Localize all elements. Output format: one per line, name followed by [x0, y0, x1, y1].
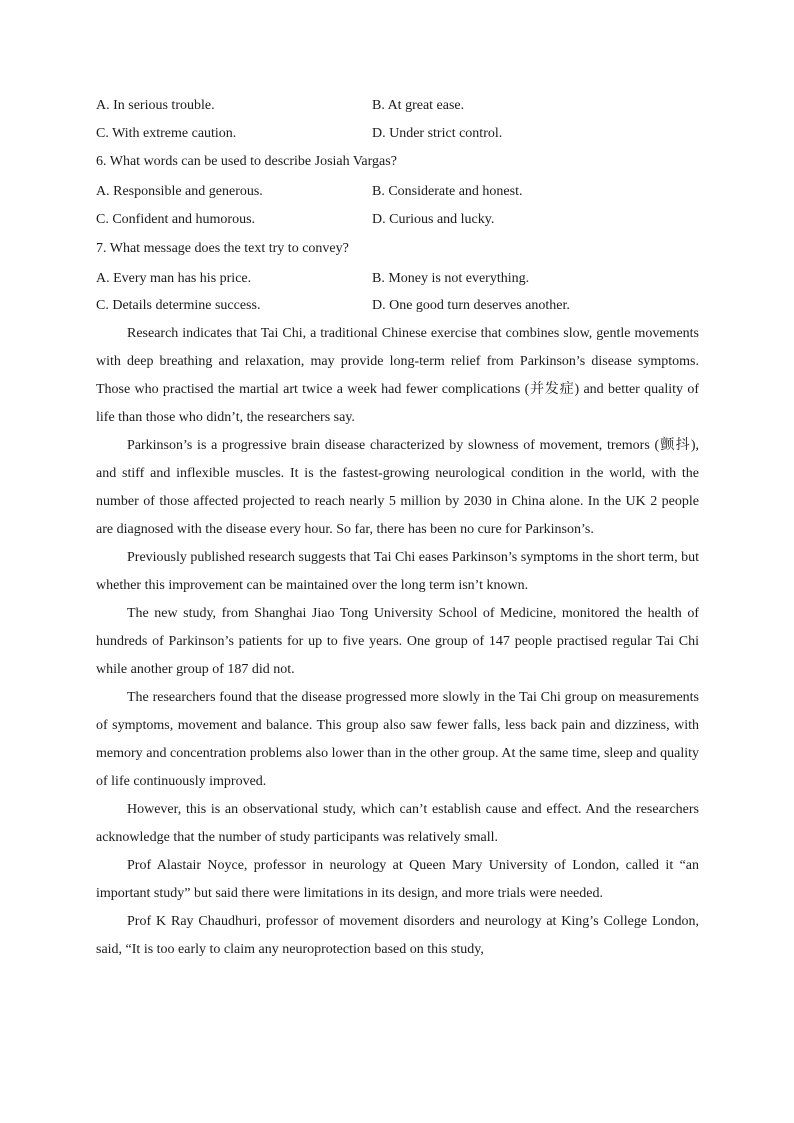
passage-paragraph: Prof Alastair Noyce, professor in neurology at Queen Mary University of London, called it “an important study” but said there were limitations in its design, and more trials were needed. — [96, 858, 699, 901]
q5-option-b[interactable]: B. At great ease. — [372, 98, 465, 113]
q6-option-d[interactable]: D. Curious and lucky. — [372, 212, 495, 227]
q7-options-row-1 — [96, 269, 700, 289]
q6-options-row-2 — [96, 210, 700, 230]
q7-option-b[interactable]: B. Money is not everything. — [372, 271, 530, 286]
q7-option-c[interactable]: C. Details determine success. — [96, 298, 261, 313]
q6-stem: 6. What words can be used to describe Josiah Vargas? — [96, 154, 397, 169]
q7-option-d[interactable]: D. One good turn deserves another. — [372, 298, 570, 313]
q6-option-c[interactable]: C. Confident and humorous. — [96, 212, 256, 227]
q7-stem: 7. What message does the text try to convey? — [96, 241, 349, 256]
passage-paragraph: The researchers found that the disease progressed more slowly in the Tai Chi group on measurements of symptoms, movement and balance. This group also saw fewer falls, less back pain and dizziness, with memory and concentration problems also lower than in the other group. At the same time, sleep and quality of life continuously improved. — [96, 690, 699, 789]
passage-paragraph: Research indicates that Tai Chi, a traditional Chinese exercise that combines slow, gentle movements with deep breathing and relaxation, may provide long-term relief from Parkinson’s disease symptoms. Those who practised the martial art twice a week had fewer complications (并发症) and better quality of life than those who didn’t, the researchers say. — [96, 326, 699, 425]
passage-paragraph: However, this is an observational study, which can’t establish cause and effect. And the researchers acknowledge that the number of study participants was relatively small. — [96, 802, 699, 845]
q5-option-d[interactable]: D. Under strict control. — [372, 126, 503, 141]
q6-options-row-1 — [96, 182, 700, 202]
reading-passage — [96, 320, 699, 964]
q5-options-row-1 — [96, 96, 700, 116]
q6-option-a[interactable]: A. Responsible and generous. — [96, 184, 263, 199]
q7-options-row-2 — [96, 296, 700, 316]
q5-option-c[interactable]: C. With extreme caution. — [96, 126, 237, 141]
passage-paragraph: Parkinson’s is a progressive brain disease characterized by slowness of movement, tremors (颤抖), and stiff and inflexible muscles. It is the fastest-growing neurological condition in the world, with the number of those affected projected to reach nearly 5 million by 2030 in China alone. In the UK 2 people are diagnosed with the disease every hour. So far, there has been no cure for Parkinson’s. — [96, 438, 699, 537]
q5-option-a[interactable]: A. In serious trouble. — [96, 98, 215, 113]
passage-paragraph: The new study, from Shanghai Jiao Tong University School of Medicine, monitored the health of hundreds of Parkinson’s patients for up to five years. One group of 147 people practised regular Tai Chi while another group of 187 did not. — [96, 606, 699, 677]
q5-options-row-2 — [96, 124, 700, 144]
q6-option-b[interactable]: B. Considerate and honest. — [372, 184, 523, 199]
q7-option-a[interactable]: A. Every man has his price. — [96, 271, 252, 286]
passage-paragraph: Prof K Ray Chaudhuri, professor of movement disorders and neurology at King’s College London, said, “It is too early to claim any neuroprotection based on this study, — [96, 914, 699, 957]
passage-paragraph: Previously published research suggests that Tai Chi eases Parkinson’s symptoms in the short term, but whether this improvement can be maintained over the long term isn’t known. — [96, 550, 699, 593]
